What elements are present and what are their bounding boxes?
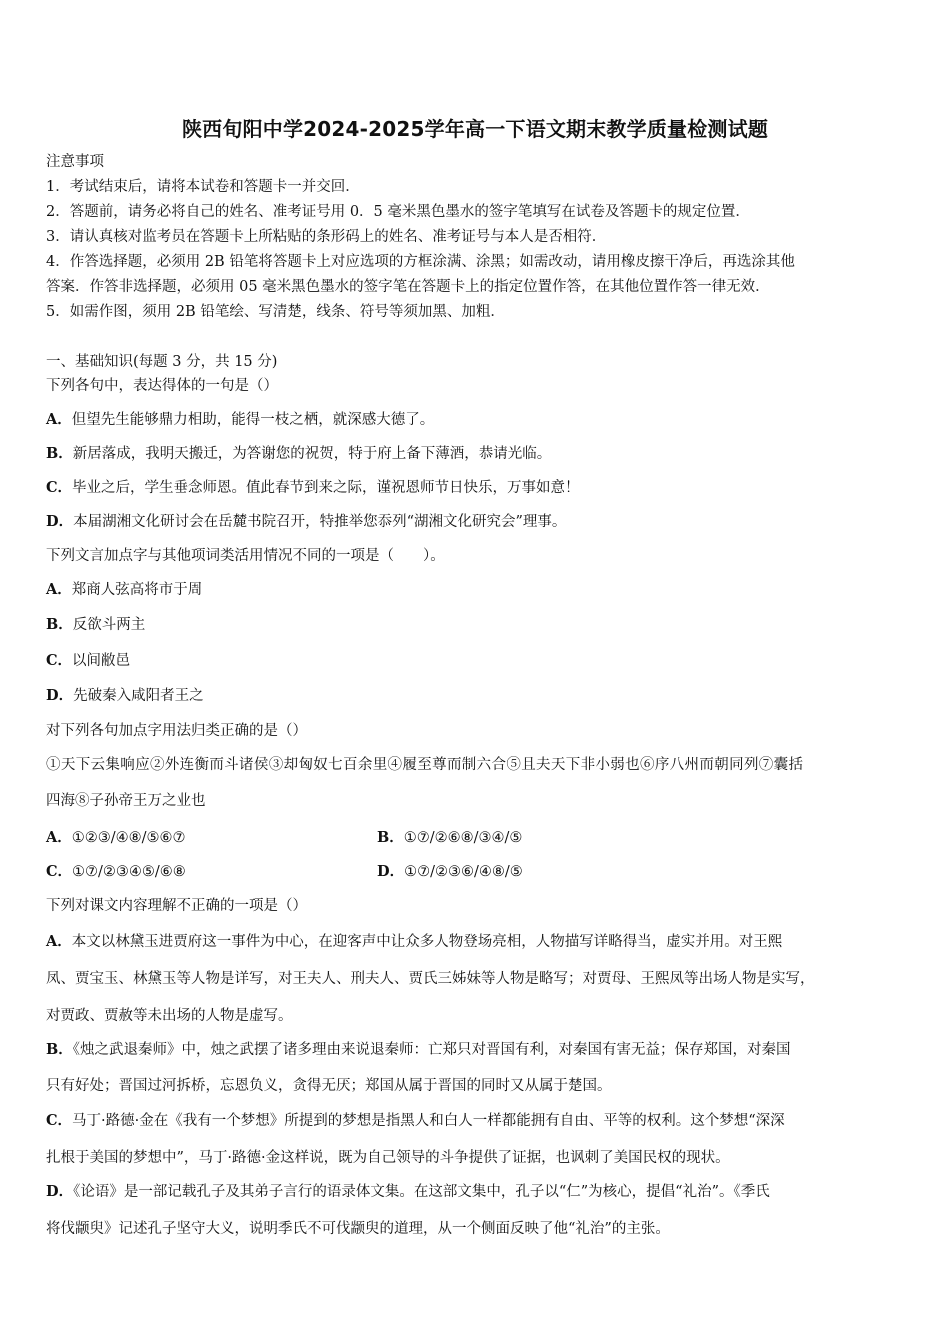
option-label: B． [46, 1041, 73, 1058]
option-continuation: 凤、贾宝玉、林黛玉等人物是详写，对王夫人、刑夫人、贾氏三姊妹等人物是略写；对贾母、王熙凤等出场人物是实写， [46, 971, 815, 987]
option-label: D． [377, 863, 405, 880]
option-label: A． [46, 581, 72, 598]
option-label: C． [46, 863, 73, 880]
option-continuation: 扎根于美国的梦想中”，马丁·路德·金这样说，既为自己领导的斗争提供了证据，也讽刺了美国民权的现状。 [46, 1150, 730, 1166]
option-line [46, 512, 566, 532]
notice-item: 3．请认真核对监考员在答题卡上所粘贴的条形码上的姓名、准考证号与本人是否相符． [46, 229, 607, 245]
option-text: ①②③/④⑧/⑤⑥⑦ [71, 830, 186, 846]
option-line [46, 410, 434, 430]
option-line [46, 686, 204, 706]
option-line [46, 651, 130, 671]
option-text: 新居落成，我明天搬迁，为答谢您的祝贺，特于府上备下薄酒，恭请光临。 [72, 446, 552, 462]
option-continuation: 对贾政、贾赦等未出场的人物是虚写。 [46, 1008, 293, 1024]
option-text: ①⑦/②③④⑤/⑥⑧ [72, 864, 186, 880]
option-label: C． [46, 479, 73, 496]
option-label: B． [46, 616, 73, 633]
option-line [46, 862, 186, 882]
option-text: 反欲斗两主 [72, 617, 146, 633]
option-text: ①⑦/②⑥⑧/③④/⑤ [403, 830, 523, 846]
option-label: D． [46, 687, 74, 704]
notice-item: 5．如需作图，须用 2B 铅笔绘、写清楚，线条、符号等须加黑、加粗． [46, 304, 505, 320]
option-line [377, 862, 523, 882]
notice-heading: 注意事项 [46, 154, 104, 170]
question-stem: 下列各句中，表达得体的一句是（） [46, 378, 278, 394]
question-items: 四海⑧子孙帝王万之业也 [46, 793, 206, 809]
question-stem: 下列对课文内容理解不正确的一项是（） [46, 898, 307, 914]
option-line [46, 932, 782, 952]
option-continuation: 只有好处；晋国过河拆桥，忘恩负义，贪得无厌；郑国从属于晋国的同时又从属于楚国。 [46, 1078, 612, 1094]
option-label: B． [377, 829, 404, 846]
option-line [46, 1040, 791, 1060]
option-label: D． [46, 513, 74, 530]
section-heading: 一、基础知识(每题 3 分，共 15 分) [46, 354, 278, 370]
notice-item: 1．考试结束后，请将本试卷和答题卡一并交回． [46, 179, 360, 195]
option-label: C． [46, 1112, 73, 1129]
option-line [46, 580, 202, 600]
option-continuation: 将伐颛臾》记述孔子坚守大义，说明季氏不可伐颛臾的道理，从一个侧面反映了他“礼治”的主张。 [46, 1221, 670, 1237]
option-line [46, 615, 145, 635]
notice-item: 2．答题前，请务必将自己的姓名、准考证号用 0．5 毫米黑色墨水的签字笔填写在试卷及答题卡的规定位置． [46, 204, 750, 220]
option-text: 本文以林黛玉进贾府这一事件为中心，在迎客声中让众多人物登场亮相，人物描写详略得当，虚实并用。对王熙 [71, 934, 783, 950]
option-text: 毕业之后，学生垂念师恩。值此春节到来之际，谨祝恩师节日快乐，万事如意！ [72, 480, 580, 496]
option-line [46, 828, 186, 848]
option-label: C． [46, 652, 73, 669]
option-text: ①⑦/②③⑥/④⑧/⑤ [404, 864, 523, 880]
option-line [46, 1111, 785, 1131]
option-label: A． [46, 933, 72, 950]
option-text: 马丁·路德·金在《我有一个梦想》所提到的梦想是指黑人和白人一样都能拥有自由、平等的权利。这个梦想“深深 [72, 1113, 785, 1129]
option-text: 《论语》是一部记载孔子及其弟子言行的语录体文集。在这部文集中，孔子以“仁”为核心，提倡“礼治”。《季氏 [73, 1184, 770, 1200]
page-title: 陕西旬阳中学2024-2025学年高一下语文期末教学质量检测试题 [181, 117, 769, 141]
option-text: 先破秦入咸阳者王之 [73, 688, 204, 704]
option-label: D． [46, 1183, 74, 1200]
question-stem: 下列文言加点字与其他项词类活用情况不同的一项是（ ）。 [46, 548, 445, 564]
notice-item: 4．作答选择题，必须用 2B 铅笔将答题卡上对应选项的方框涂满、涂黑；如需改动，请用橡皮擦干净后，再选涂其他 [46, 254, 795, 270]
option-text: 以间敝邑 [72, 653, 131, 669]
option-text: 郑商人弦高将市于周 [71, 582, 203, 598]
notice-item: 答案．作答非选择题，必须用 05 毫米黑色墨水的签字笔在答题卡上的指定位置作答，在其他位置作答一律无效． [46, 279, 770, 295]
option-line [46, 444, 551, 464]
option-text: 本届湖湘文化研讨会在岳麓书院召开，特推举您忝列“湖湘文化研究会”理事。 [73, 514, 567, 530]
question-items: ①天下云集响应②外连衡而斗诸侯③却匈奴七百余里④履至尊而制六合⑤且夫天下非小弱也⑥序八州而朝同列⑦囊括 [46, 757, 804, 773]
option-text: 但望先生能够鼎力相助，能得一枝之栖，就深感大德了。 [71, 412, 435, 428]
question-stem: 对下列各句加点字用法归类正确的是（） [46, 723, 307, 739]
option-line [46, 1182, 770, 1202]
option-line [377, 828, 522, 848]
option-line [46, 478, 580, 498]
option-label: B． [46, 445, 73, 462]
option-label: A． [46, 829, 72, 846]
option-text: 《烛之武退秦师》中，烛之武摆了诸多理由来说退秦师：亡郑只对晋国有利，对秦国有害无益；保存郑国，对秦国 [72, 1042, 791, 1058]
option-label: A． [46, 411, 72, 428]
